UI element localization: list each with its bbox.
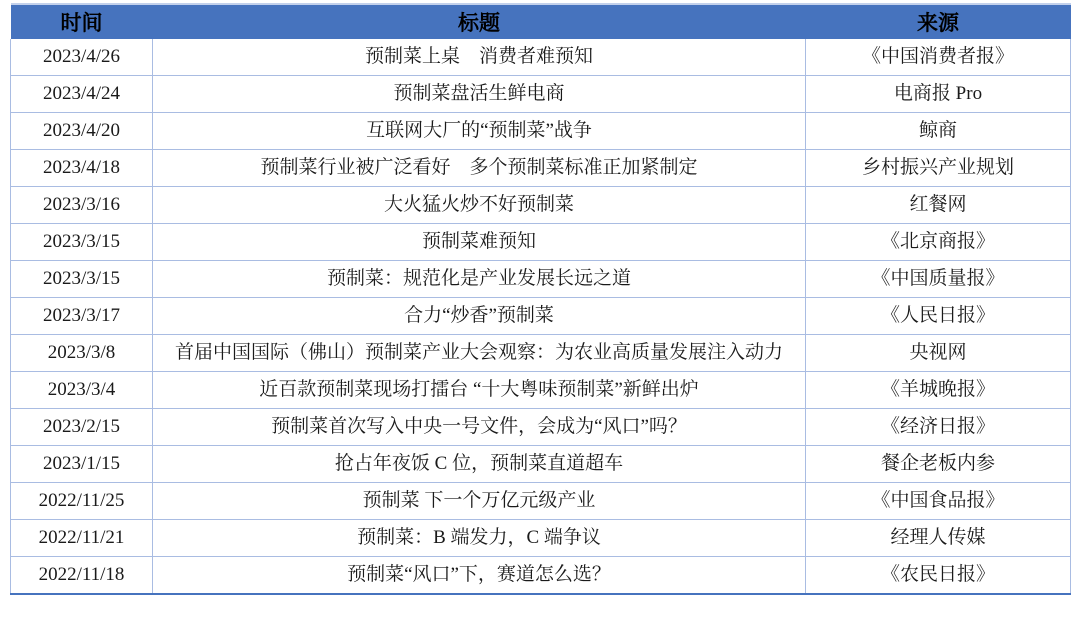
cell-title: 首届中国国际（佛山）预制菜产业大会观察：为农业高质量发展注入动力 [153,335,806,372]
cell-time: 2023/1/15 [11,446,153,483]
cell-title: 预制菜行业被广泛看好 多个预制菜标准正加紧制定 [153,150,806,187]
cell-title: 预制菜：B 端发力，C 端争议 [153,520,806,557]
cell-title: 预制菜“风口”下，赛道怎么选？ [153,557,806,595]
table-row [11,446,1071,483]
cell-time: 2022/11/25 [11,483,153,520]
cell-title: 抢占年夜饭 C 位，预制菜直道超车 [153,446,806,483]
cell-source: 乡村振兴产业规划 [806,150,1071,187]
table-row [11,372,1071,409]
cell-source: 《羊城晚报》 [806,372,1071,409]
table-row [11,520,1071,557]
cell-title: 预制菜：规范化是产业发展长远之道 [153,261,806,298]
cell-title: 大火猛火炒不好预制菜 [153,187,806,224]
cell-time: 2023/4/18 [11,150,153,187]
cell-source: 餐企老板内参 [806,446,1071,483]
table-body [11,39,1071,594]
cell-time: 2023/3/8 [11,335,153,372]
table-row [11,409,1071,446]
table-row [11,335,1071,372]
cell-time: 2023/3/4 [11,372,153,409]
cell-title: 预制菜上桌 消费者难预知 [153,39,806,76]
cell-time: 2022/11/18 [11,557,153,595]
cell-source: 《中国消费者报》 [806,39,1071,76]
table-row [11,113,1071,150]
table-row [11,557,1071,595]
cell-time: 2023/3/16 [11,187,153,224]
cell-source: 《北京商报》 [806,224,1071,261]
table-row [11,261,1071,298]
cell-title: 预制菜盘活生鲜电商 [153,76,806,113]
table-row [11,39,1071,76]
cell-title: 预制菜 下一个万亿元级产业 [153,483,806,520]
cell-title: 互联网大厂的“预制菜”战争 [153,113,806,150]
column-header-title: 标题 [153,4,806,39]
table-row [11,76,1071,113]
cell-source: 《中国食品报》 [806,483,1071,520]
cell-source: 鲸商 [806,113,1071,150]
cell-title: 预制菜首次写入中央一号文件，会成为“风口”吗？ [153,409,806,446]
cell-time: 2023/4/24 [11,76,153,113]
cell-time: 2023/3/17 [11,298,153,335]
table-row [11,150,1071,187]
cell-time: 2023/4/26 [11,39,153,76]
cell-source: 经理人传媒 [806,520,1071,557]
table-row [11,224,1071,261]
table-header [11,4,1071,39]
cell-source: 《人民日报》 [806,298,1071,335]
cell-time: 2023/3/15 [11,224,153,261]
cell-source: 央视网 [806,335,1071,372]
column-header-source: 来源 [806,4,1071,39]
cell-source: 《经济日报》 [806,409,1071,446]
cell-title: 近百款预制菜现场打擂台 “十大粤味预制菜”新鲜出炉 [153,372,806,409]
cell-source: 电商报 Pro [806,76,1071,113]
cell-title: 合力“炒香”预制菜 [153,298,806,335]
column-header-time: 时间 [11,4,153,39]
cell-time: 2022/11/21 [11,520,153,557]
news-table [10,3,1071,595]
cell-source: 《中国质量报》 [806,261,1071,298]
cell-title: 预制菜难预知 [153,224,806,261]
table-row [11,187,1071,224]
header-row [11,4,1071,39]
cell-source: 红餐网 [806,187,1071,224]
table-row [11,483,1071,520]
cell-source: 《农民日报》 [806,557,1071,595]
cell-time: 2023/4/20 [11,113,153,150]
cell-time: 2023/3/15 [11,261,153,298]
table-row [11,298,1071,335]
cell-time: 2023/2/15 [11,409,153,446]
